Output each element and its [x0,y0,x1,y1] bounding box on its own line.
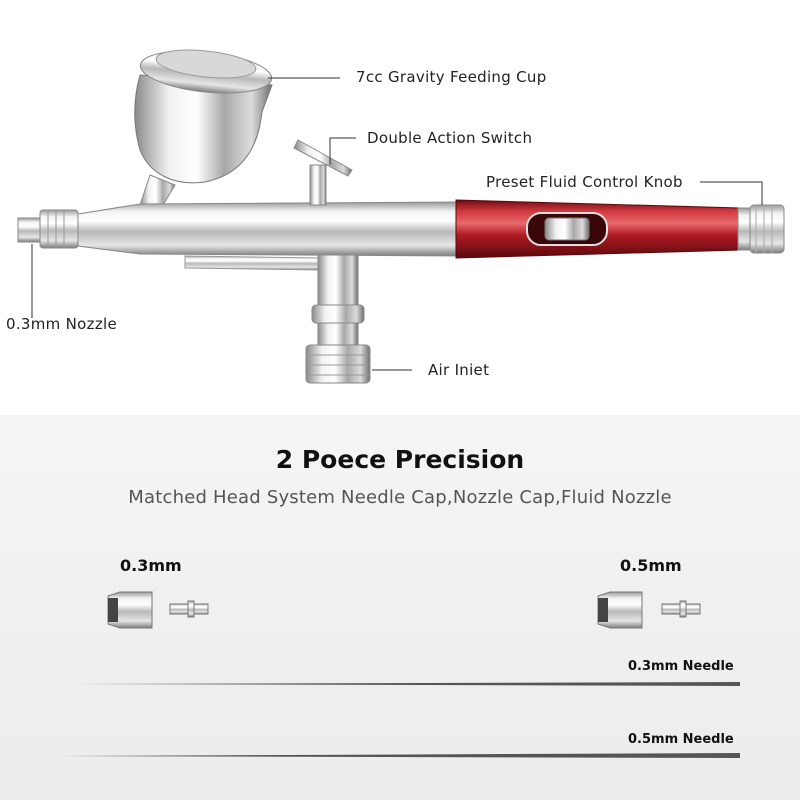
switch-callout: Double Action Switch [367,129,533,147]
parts-set-0-3mm [108,592,208,628]
needle-0-5mm [58,753,740,758]
section-title: 2 Poece Precision [275,445,525,474]
airbrush-body [78,202,460,270]
inlet-callout: Air Iniet [428,361,490,379]
nozzle-tip [18,210,78,248]
knob-callout: Preset Fluid Control Knob [486,173,683,191]
trigger-switch [294,140,352,205]
nozzle-callout: 0.3mm Nozzle [6,315,117,333]
red-handle [456,200,740,258]
needle-label-second: 0.5mm Needle [628,732,734,747]
needle-label-first: 0.3mm Needle [628,659,734,674]
parts-set-0-5mm [598,592,700,628]
size-label-right: 0.5mm [620,556,682,575]
cup-callout: 7cc Gravity Feeding Cup [356,68,547,86]
needle-0-3mm [76,682,740,686]
fluid-control-knob [738,205,784,253]
size-label-left: 0.3mm [120,556,182,575]
section-subtitle: Matched Head System Needle Cap,Nozzle Cap,Fluid Nozzle [128,487,672,508]
knob-leader [700,182,762,205]
air-inlet [306,255,370,383]
gravity-cup [135,45,274,210]
